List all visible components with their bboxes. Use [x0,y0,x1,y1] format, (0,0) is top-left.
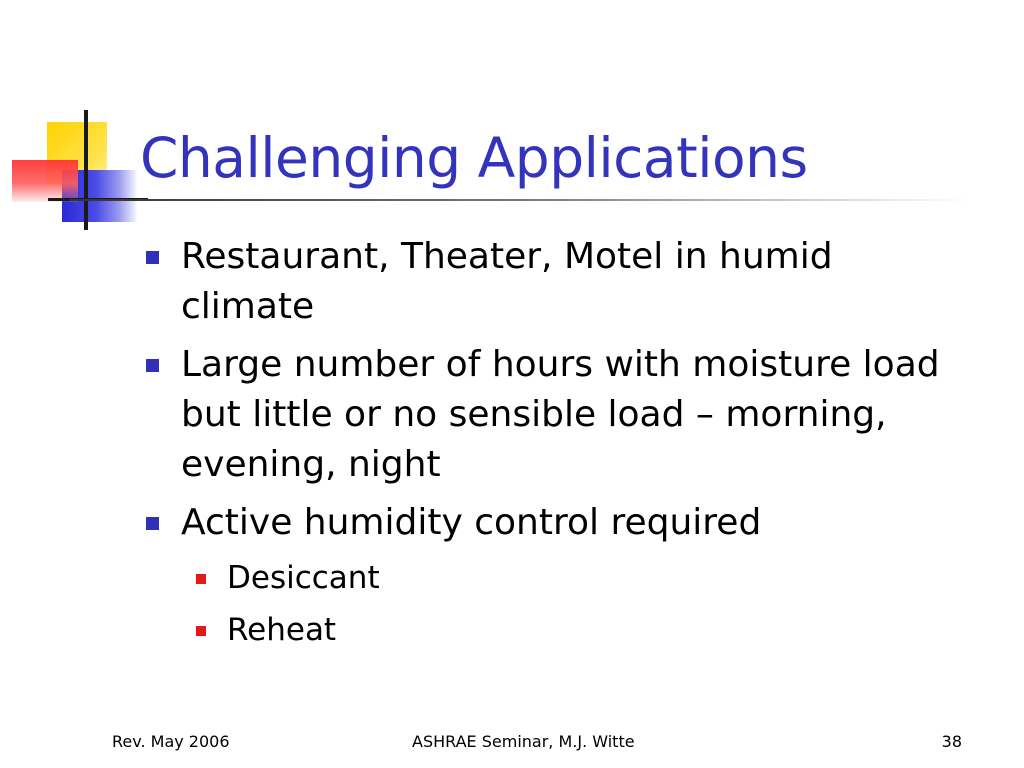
decorative-logo-blocks [0,0,150,240]
sub-bullet-text: Desiccant [227,560,380,596]
bullet-text: Restaurant, Theater, Motel in humid climate [181,236,833,327]
vertical-line-decoration [84,110,88,230]
sub-bullet-item [181,604,966,656]
sub-bullet-item [181,552,966,604]
bullet-item [146,340,966,490]
red-square-bullet-icon [196,626,206,636]
red-square-decoration [12,160,78,202]
bullet-item [146,498,966,656]
sub-bullet-text: Reheat [227,612,337,648]
title-underline [70,199,970,201]
bullet-list [146,232,966,664]
sub-bullet-list [181,552,966,656]
square-bullet-icon [146,517,159,530]
bullet-text: Active humidity control required [181,502,762,543]
slide-title: Challenging Applications [140,126,808,190]
bullet-item [146,232,966,332]
footer-date: Rev. May 2006 [112,732,230,751]
footer-presenter: ASHRAE Seminar, M.J. Witte [412,732,635,751]
page-number: 38 [941,732,962,751]
bullet-text: Large number of hours with moisture load but little or no sensible load – morning, evening, night [181,344,940,485]
red-square-bullet-icon [196,574,206,584]
square-bullet-icon [146,359,159,372]
square-bullet-icon [146,251,159,264]
